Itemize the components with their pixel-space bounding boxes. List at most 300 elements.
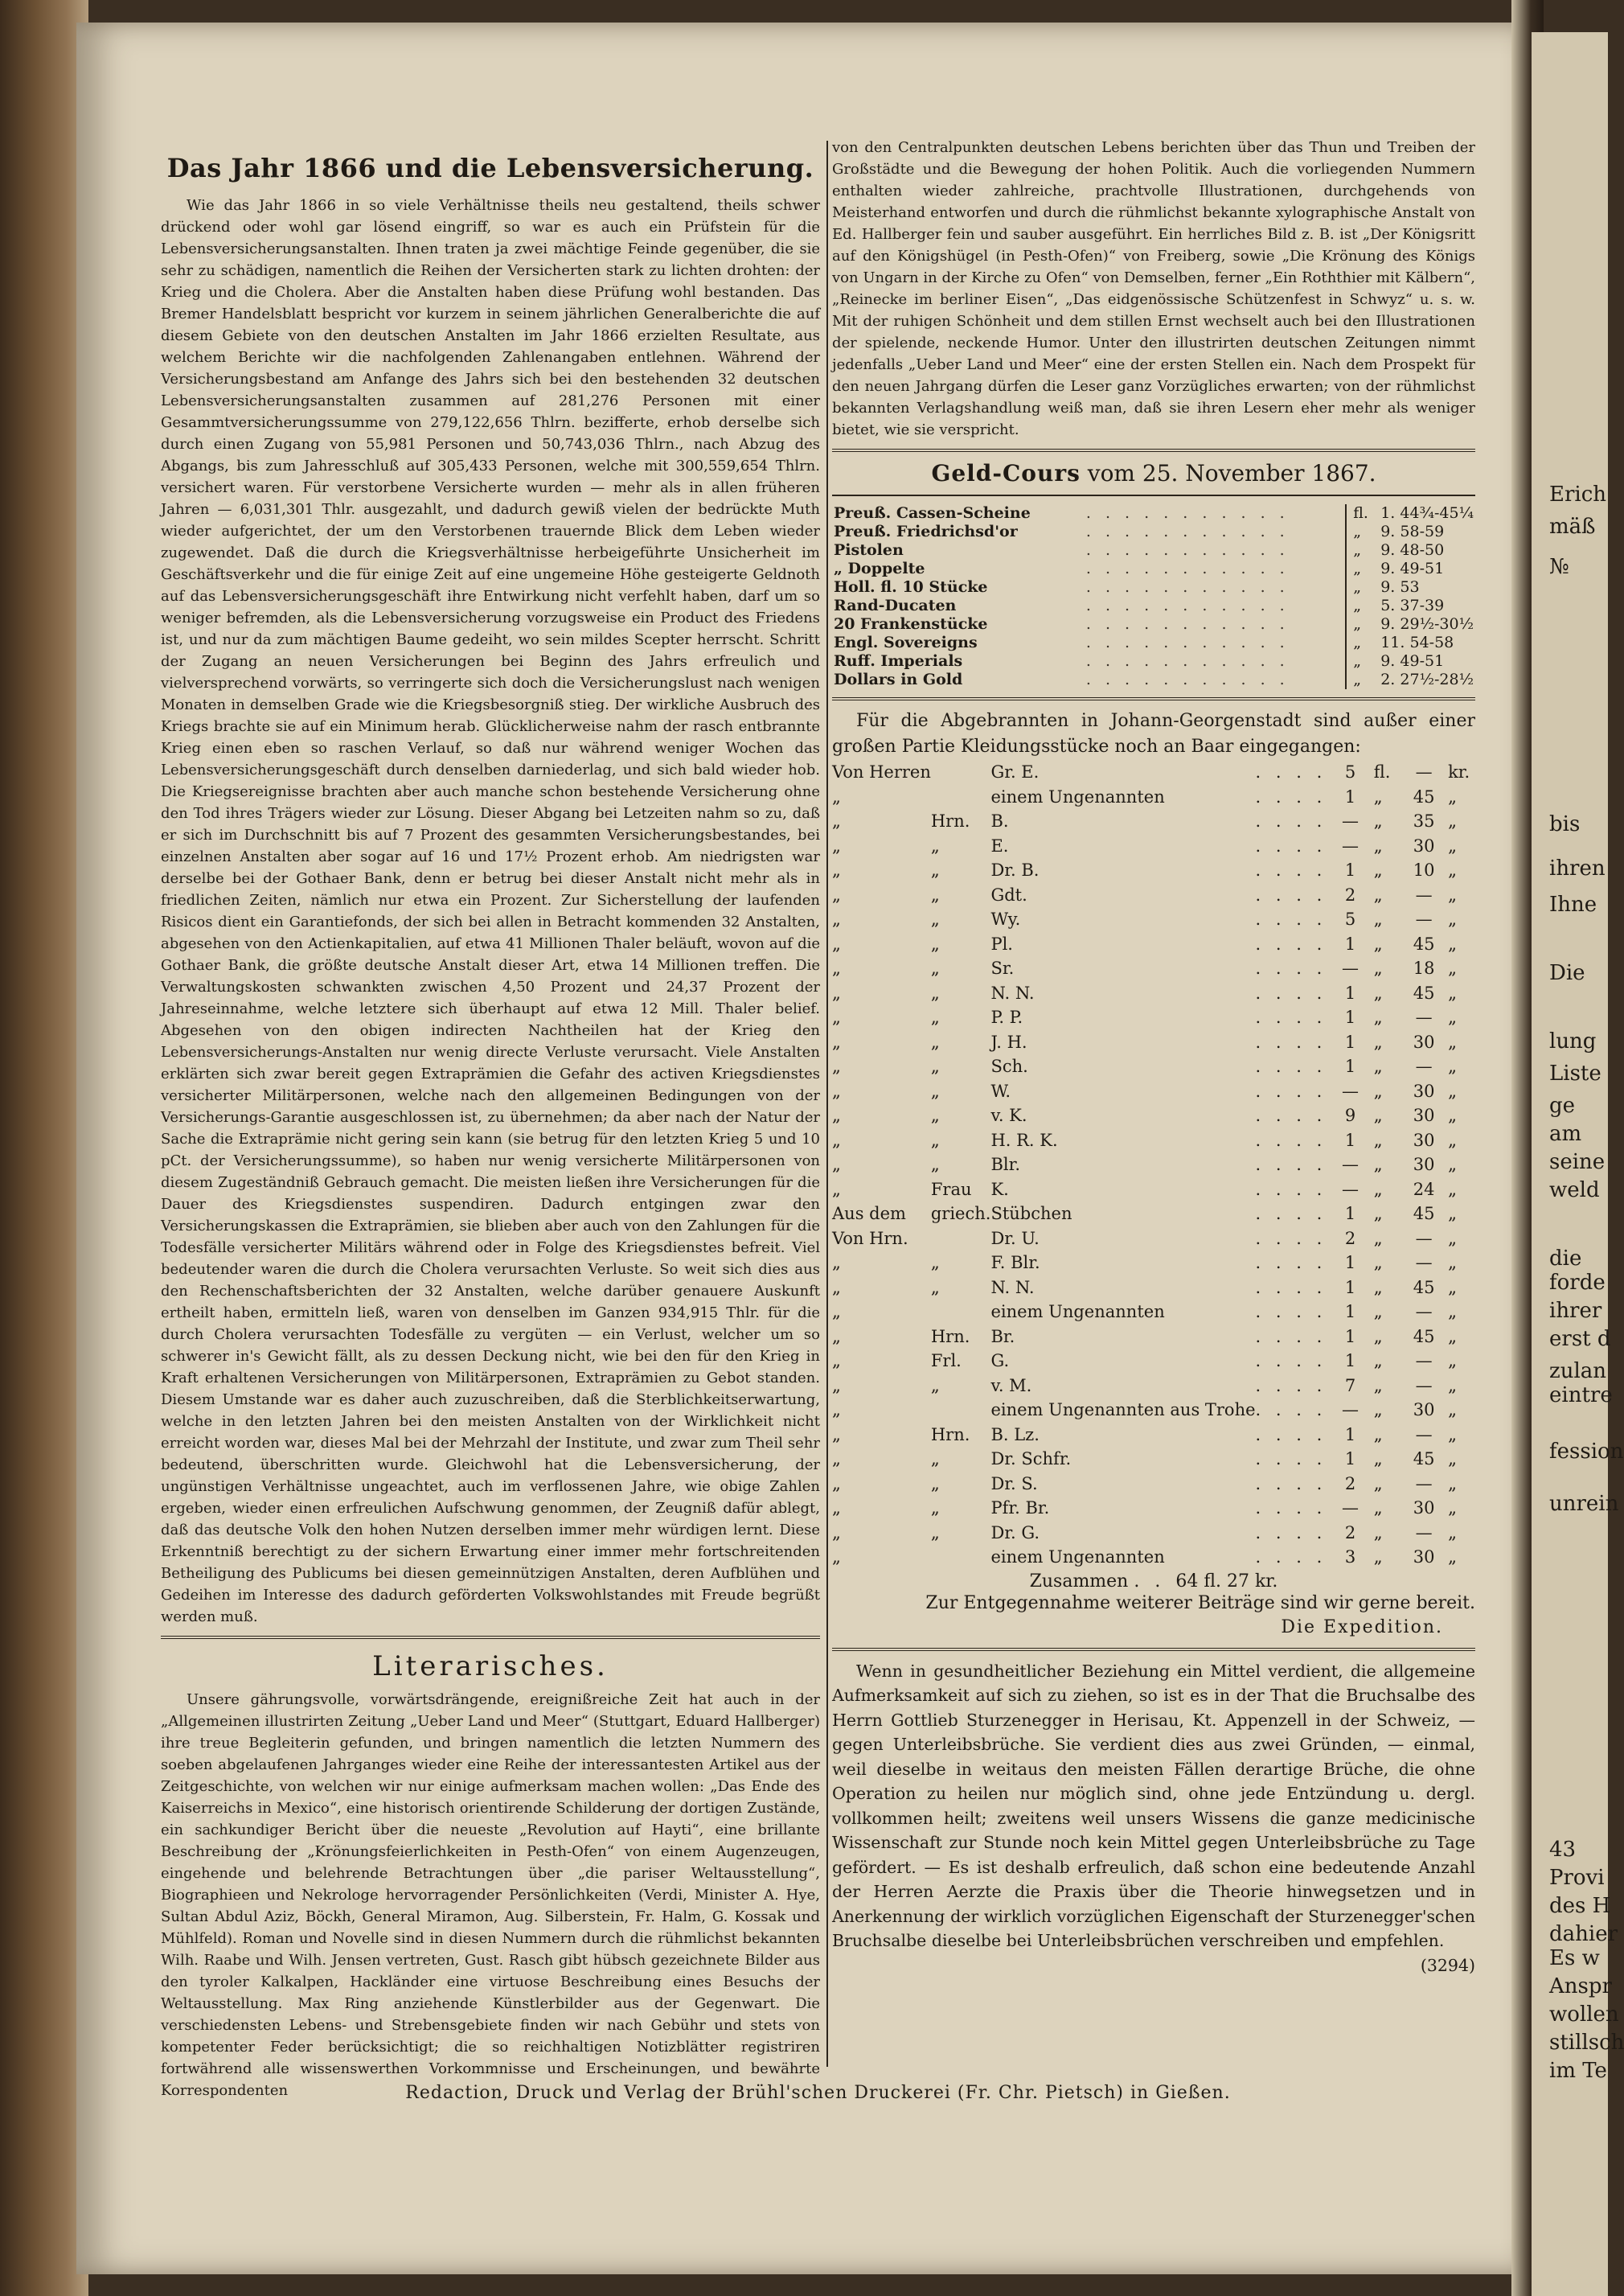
donor-title: Hrn. <box>930 811 970 831</box>
amount-kr: — <box>1415 1008 1433 1027</box>
donor-name: Dr. B. <box>990 860 1040 880</box>
currency-rate: 2. 27½-28½ <box>1380 671 1474 688</box>
donor-name: N. N. <box>990 983 1035 1003</box>
leader-dots: . . . . <box>1255 1522 1327 1542</box>
donor-title: „ <box>930 836 940 856</box>
donation-row <box>832 1496 1475 1521</box>
amount-fl: 1 <box>1344 1204 1356 1223</box>
amount-kr: 30 <box>1413 1498 1435 1518</box>
amount-unit-kr: „ <box>1448 1130 1457 1150</box>
amount-unit-fl: „ <box>1373 1081 1383 1101</box>
next-page-word: dahier <box>1549 1922 1618 1946</box>
donor-prefix: „ <box>832 1400 841 1419</box>
donation-row <box>832 1545 1475 1570</box>
next-page-word: ge <box>1549 1094 1576 1118</box>
donor-prefix: „ <box>832 1253 841 1272</box>
amount-fl: 1 <box>1344 1130 1356 1150</box>
geldcours-title <box>832 460 1475 487</box>
donor-prefix: „ <box>832 1130 841 1150</box>
amount-unit-fl: „ <box>1373 1155 1383 1174</box>
currency-name: Preuß. Friedrichsd'or <box>834 523 1018 540</box>
leader-dots: . . . . <box>1255 860 1327 880</box>
amount-kr: — <box>1415 762 1433 782</box>
leader-dots: . . . . <box>1255 1179 1327 1199</box>
donation-row <box>832 760 1475 785</box>
leader-dots: . . . . <box>1255 1326 1327 1346</box>
leader-dots: . . . . <box>1255 1449 1327 1468</box>
article-body: Wie das Jahr 1866 in so viele Verhältnisse theils neu gestaltend, theils schwer drückend oder wohl gar lösend eingriff, so war es auch ein Prüfstein für die Lebensversicherungsanstalten. Ihnen traten ja zwei mächtige Feinde gegenüber, die sie sehr zu schädigen, namentlich die Reihen der Versicherten stark zu lichten drohten: der Krieg und die Cholera. Aber die Anstalten haben diese Prüfung wohl bestanden. Das Bremer Handelsblatt bespricht vor kurzem in seinem jährlichen Generalberichte die auf diesem Gebiete von den deutschen Anstalten im Jahr 1866 erzielten Resultate, aus welchem Berichte wir die nachfolgenden Zahlenangaben entlehnen. Während der Versicherungsbestand am Anfange des Jahrs sich bei den bestehenden 32 deutschen Lebensversicherungsanstalten zusammen auf 281,276 Personen mit einer Gesammtversicherungssumme von 279,122,656 Thlrn. bezifferte, erhob derselbe sich durch einen Zugang von 55,981 Personen und 50,743,036 Thlrn., nach Abzug des Abgangs, bis zum Jahresschluß auf 305,433 Personen, welche mit 300,559,654 Thlrn. versichert waren. Für verstorbene Versicherte wurden — mehr als in allen früheren Jahren — 6,031,301 Thlr. ausgezahlt, und dadurch gewiß vielen der bedrückte Muth wieder aufgerichtet, der um den Verstorbenen trauernde Blick dem Leben wieder zugewendet. Daß die durch die Kriegsverhältnisse herbeigeführte Unsicherheit im Geschäftsverkehr und die für einige Zeit auf eine ungemeine Höhe gesteigerte Geldnoth auf das Lebensversicherungsgeschäft ihre Entwirkung nicht verfehlt haben, darf um so weniger befremden, als die Lebensversicherung vorzugsweise ein Product des Friedens ist, und nur da zum mächtigen Baume gedeiht, wo sein mildes Scepter herrscht. Schritt der Zugang an neuen Versicherungen bei Beginn des Jahrs erfreulich und vielversprechend vorwärts, so verringerte sich doch die Versicherungslust nach wenigen Monaten in demselben Grade wie die Kriegsbesorgniß stieg. Der wirkliche Ausbruch des Kriegs brachte sie auf ein Minimum herab. Glücklicherweise nahm der rasch entbrannte Krieg einen eben so raschen Verlauf, so daß nur während weniger Wochen das Lebensversicherungsgeschäft durch denselben darniederlag, und sich bald wieder hob. Die Kriegsereignisse brachten aber auch manche schon bestehende Versicherung ohne den Tod ihres Trägers wieder zur Lösung. Dieser Abgang bei Letzeiten nahm so zu, daß er sich im Durchschnitt bis auf 7 Prozent des gesammten Versicherungsbestandes, bei einzelnen Anstalten aber sogar auf 16 und 17½ Prozent erhob. Am niedrigsten war derselbe bei der Gothaer Bank, denn er betrug bei dieser Anstalt nicht mehr als in friedlichen Zeiten, nämlich nur etwa ein Prozent. Zur Sicherstellung der laufenden Risicos dient ein Garantiefonds, der sich bei allen in Betracht kommenden 32 Anstalten, abgesehen von den Actienkapitalien, auf etwa 41 Millionen Thaler beläuft, wovon auf die Gothaer Bank, die größte deutsche Anstalt dieser Art, etwa 14 Millionen treffen. Die Verwaltungskosten schwankten zwischen 4,50 Prozent und 24,37 Prozent der Jahreseinnahme, welche letztere sich überhaupt auf etwa 12 Mill. Thaler belief. Abgesehen von den obigen indirecten Nachtheilen hat der Krieg den Lebensversicherungs-Anstalten nur wenig directe Verluste verursacht. Viele Anstalten erklärten sich zwar bereit gegen Extraprämien die Gefahr des activen Kriegsdienstes versicherter Militärpersonen, welche nach den allgemeinen Bedingungen von der Versicherungs-Garantie ausgeschlossen ist, zu übernehmen; da aber nach der Natur der Sache die Extraprämie nicht gering sein kann (sie betrug für den letzten Krieg 5 und 10 pCt. der Versicherungssumme), so haben nur wenig versicherte Militärpersonen von diesem Zugeständniß Gebrauch gemacht. Die meisten ließen ihre Versicherungen für die Dauer des Kriegsdienstes suspendiren. Dadurch entgingen zwar den Versicherungskassen die Extraprämien, sie blieben aber auch von den Zahlungen für die Todesfälle versicherter Militärs während oder in Folge des Kriegsdienstes befreit. Viel bedeutender waren die durch die Cholera verursachten Verluste. So weit sich dies aus den Rechenschaftsberichten der 32 Anstalten, welche darüber genauere Auskunft ertheilt haben, ermitteln ließ, waren von denselben im Ganzen 934,915 Thlr. für die durch Cholera verursachten Todesfälle zu vergüten — ein Verlust, welcher um so schwerer in's Gewicht fällt, als zu dessen Deckung nicht, wie bei den für den Krieg in Kraft erhaltenen Versicherungen von Militärpersonen, Extraprämien zu Gebot standen. Diesem Umstande war es daher auch zuzuschreiben, daß die Sterblichkeitserwartung, welche in den letzten Jahren bei den meisten Anstalten von der Wirklichkeit nicht erreicht worden war, dieses Mal bei der Mehrzahl der Institute, und zwar zum Theil sehr bedeutend, überschritten wurde. Gleichwohl hat die Lebensversicherung, der ungünstigen Verhältnisse ungeachtet, auch im verflossenen Jahre, wie obige Zahlen ergeben, wieder einen erfreulichen Aufschwung genommen, der Zeugniß dafür ablegt, daß das deutsche Volk den hohen Nutzen derselben immer mehr würdigen lernt. Diese Erkenntniß berechtigt zu der sichern Erwartung einer immer mehr fortschreitenden Betheiligung des Publicums bei diesen gemeinnützigen Anstalten, deren Aufblühen und Gedeihen im Interesse des dadurch geförderten Volkswohlstandes mit Freude begrüßt werden muß. <box>161 197 820 1625</box>
donor-title: Frau <box>930 1179 972 1199</box>
currency-unit: „ <box>1346 523 1379 541</box>
amount-fl: — <box>1342 836 1359 856</box>
donor-name: Stübchen <box>990 1204 1072 1223</box>
next-page-word: lung <box>1549 1029 1597 1054</box>
geldcours-title-main: Geld-Cours <box>931 460 1081 487</box>
donation-row <box>832 1005 1475 1030</box>
amount-unit-kr: „ <box>1448 1253 1457 1272</box>
donation-row <box>832 1177 1475 1202</box>
leader-dots: . . . . <box>1255 1351 1327 1370</box>
amount-kr: 35 <box>1413 811 1435 831</box>
currency-name: Rand-Ducaten <box>834 597 957 614</box>
amount-fl: 2 <box>1344 885 1356 905</box>
donation-row <box>832 907 1475 932</box>
amount-fl: 1 <box>1344 787 1356 807</box>
geldcours-row <box>832 634 1475 652</box>
amount-kr: 10 <box>1413 860 1435 880</box>
next-page-word: Es w <box>1549 1946 1600 1970</box>
geldcours-row <box>832 597 1475 615</box>
donation-row <box>832 1128 1475 1153</box>
amount-unit-kr: „ <box>1448 1277 1457 1297</box>
leader-dots: . . . . <box>1255 885 1327 905</box>
amount-unit-kr: „ <box>1448 1473 1457 1493</box>
donation-row <box>832 1226 1475 1251</box>
currency-name: Preuß. Cassen-Scheine <box>834 504 1031 522</box>
donor-title: „ <box>930 1449 940 1468</box>
currency-name: Holl. fl. 10 Stücke <box>834 578 988 596</box>
left-column <box>161 137 820 2101</box>
currency-rate: 11. 54-58 <box>1380 634 1454 651</box>
geldcours-row <box>832 504 1475 523</box>
amount-unit-fl: „ <box>1373 1522 1383 1542</box>
amount-unit-kr: „ <box>1448 1326 1457 1346</box>
donor-name: Dr. Schfr. <box>990 1449 1072 1468</box>
leader-dots: . . . . . . . . . . . <box>1085 504 1290 522</box>
amount-unit-kr: kr. <box>1448 762 1470 782</box>
amount-fl: 1 <box>1344 1351 1356 1370</box>
donor-title: „ <box>930 1473 940 1493</box>
amount-fl: — <box>1342 1081 1359 1101</box>
donor-prefix: „ <box>832 1179 841 1199</box>
amount-kr: 18 <box>1413 959 1435 978</box>
geldcours-row <box>832 560 1475 578</box>
column-divider <box>826 141 828 2067</box>
leader-dots: . . . . . . . . . . . <box>1085 615 1290 633</box>
currency-unit: „ <box>1346 671 1379 689</box>
amount-unit-fl: „ <box>1373 1498 1383 1518</box>
right-column <box>832 137 1475 1978</box>
leader-dots: . . . . <box>1255 1473 1327 1493</box>
donor-title: „ <box>930 1008 940 1027</box>
amount-fl: 1 <box>1344 1057 1356 1076</box>
amount-unit-fl: „ <box>1373 1008 1383 1027</box>
donor-name: Blr. <box>990 1155 1021 1174</box>
amount-fl: 1 <box>1344 1326 1356 1346</box>
donor-prefix: „ <box>832 836 841 856</box>
donor-prefix: Von Herren <box>832 762 931 782</box>
amount-fl: 1 <box>1344 1302 1356 1321</box>
advert-body: Wenn in gesundheitlicher Beziehung ein Mittel verdient, die allgemeine Aufmerksamkeit auf sich zu ziehen, so ist es in der That die Bruchsalbe des Herrn Gottlieb Sturzenegger in Herisau, Kt. Appenzell in der Schweiz, — gegen Unterleibsbrüche. Sie verdient dies aus zwei Gründen, — einmal, weil dieselbe in weitaus den meisten Fällen derartige Brüche, die ohne Operation zu heilen nur möglich sind, ohne jede Entzündung u. dergl. vollkommen heilt; zweitens weil unsers Wissens die ganze medicinische Wissenschaft zur Stunde noch kein Mittel gegen Unterleibsbrüche zu Tage gefördert. — Es ist deshalb erfreulich, daß schon eine bedeutende Anzahl der Herren Aerzte die Praxis über die Theorie hinwegsetzen und in Anerkennung der wirklich vorzüglichen Eigenschaft der Sturzenegger'schen Bruchsalbe dieselbe bei Unterleibsbrüchen verschreiben und empfehlen. <box>832 1661 1475 1950</box>
donor-name: Gr. E. <box>990 762 1040 782</box>
leader-dots: . . . . . . . . . . . <box>1085 578 1290 596</box>
donation-row <box>832 956 1475 981</box>
donor-prefix: „ <box>832 1547 841 1567</box>
donor-title: griech. <box>930 1204 991 1223</box>
literarisches-body: Unsere gährungsvolle, vorwärtsdrängende, ereignißreiche Zeit hat auch in der „Allgemeinen illustrirten Zeitung „Ueber Land und Meer“ (Stuttgart, Eduard Hallberger) ihre treue Begleiterin gefunden, und bringen namentlich die letzten Nummern des soeben abgelaufenen Jahrganges wieder eine Reihe der interessantesten Artikel aus der Zeitgeschichte, von welchen wir nur einige aufmerksam machen wollen: „Das Ende des Kaiserreichs in Mexico“, eine historisch orientirende Schilderung der dortigen Zustände, ein sachkundiger Bericht über die neueste „Revolution auf Hayti“, eine brillante Beschreibung der „Krönungsfeierlichkeiten in Pesth-Ofen“ von einem Augenzeugen, eingehende und belehrende Betrachtungen über „die pariser Weltausstellung“, Biographieen und Nekrologe hervorragender Persönlichkeiten (Verdi, Minister A. Hye, Sultan Abdul Aziz, Böckh, General Miramon, Aug. Silberstein, Fr. Halm, G. Kossak und Mühlfeld). Roman und Novelle sind in diesen Nummern durch die rühmlichst bekannten Wilh. Raabe und Wilh. Jensen vertreten, Gust. Rasch gibt hübsch gezeichnete Bilder aus den tyroler Kalkalpen, Hackländer eine virtuose Beschreibung eines Besuchs der Weltausstellung. Max Ring anziehende Künstlerbilder aus der Gegenwart. Die verschiedensten Lebens- und Strebensgebiete finden wir nach Gebühr und stets von kompetenter Feder berücksichtigt; die so reichhaltigen Notizblätter registriren fortwährend alle wissenswerthen Vorkommnisse und Erscheinungen, und bewährte Korrespondenten <box>161 1691 820 2099</box>
leader-dots: . . . . . . . . . . . <box>1085 634 1290 651</box>
amount-unit-kr: „ <box>1448 1302 1457 1321</box>
donor-name: F. Blr. <box>990 1253 1040 1272</box>
next-page-fragment <box>1532 32 1624 2296</box>
leader-dots: . . . . <box>1255 1228 1327 1248</box>
geldcours-title-date: vom 25. November 1867. <box>1087 460 1376 487</box>
geldcours-row <box>832 578 1475 597</box>
next-page-word: ihren <box>1549 856 1606 881</box>
amount-unit-fl: „ <box>1373 910 1383 929</box>
table-rule <box>832 495 1475 496</box>
amount-unit-kr: „ <box>1448 1179 1457 1199</box>
donation-row <box>832 1103 1475 1128</box>
leader-dots: . . . . <box>1255 1106 1327 1125</box>
donor-prefix: „ <box>832 934 841 954</box>
donation-row <box>832 1398 1475 1423</box>
leader-dots: . . . . <box>1255 1498 1327 1518</box>
leader-dots: . . . . <box>1255 934 1327 954</box>
amount-fl: 1 <box>1344 1424 1356 1444</box>
literarisches-title: Literarisches. <box>372 1650 609 1682</box>
amount-unit-kr: „ <box>1448 1228 1457 1248</box>
leader-dots: . . . . . . . . . . . <box>1085 560 1290 577</box>
section-divider <box>832 697 1475 700</box>
donor-prefix: „ <box>832 885 841 905</box>
donor-name: einem Ungenannten <box>990 787 1165 807</box>
donor-title: „ <box>930 1498 940 1518</box>
currency-unit: „ <box>1346 560 1379 578</box>
amount-unit-kr: „ <box>1448 983 1457 1003</box>
signature: Die Expedition. <box>1281 1616 1443 1637</box>
amount-kr: 30 <box>1413 1547 1435 1567</box>
amount-unit-kr: „ <box>1448 1449 1457 1468</box>
amount-unit-kr: „ <box>1448 811 1457 831</box>
amount-unit-kr: „ <box>1448 1498 1457 1518</box>
amount-fl: 2 <box>1344 1228 1356 1248</box>
currency-rate: 9. 58-59 <box>1380 523 1445 540</box>
currency-rate: 9. 49-51 <box>1380 560 1445 577</box>
amount-unit-fl: „ <box>1373 860 1383 880</box>
amount-fl: 2 <box>1344 1473 1356 1493</box>
amount-kr: — <box>1415 1424 1433 1444</box>
donor-title: „ <box>930 1253 940 1272</box>
next-page-word: erst d <box>1549 1327 1611 1351</box>
currency-name: „ Doppelte <box>834 560 925 577</box>
donor-name: Sch. <box>990 1057 1028 1076</box>
donor-name: Gdt. <box>990 885 1027 905</box>
donor-prefix: „ <box>832 811 841 831</box>
donor-prefix: „ <box>832 787 841 807</box>
leader-dots: . . . . <box>1255 910 1327 929</box>
donor-prefix: „ <box>832 959 841 978</box>
donor-prefix: „ <box>832 1498 841 1518</box>
amount-unit-kr: „ <box>1448 1351 1457 1370</box>
amount-fl: — <box>1342 1155 1359 1174</box>
next-page-word: Liste <box>1549 1062 1601 1086</box>
donor-title: „ <box>930 959 940 978</box>
amount-kr: — <box>1415 1522 1433 1542</box>
amount-kr: 45 <box>1413 1449 1435 1468</box>
amount-unit-fl: „ <box>1373 1326 1383 1346</box>
donor-title: „ <box>930 860 940 880</box>
amount-kr: — <box>1415 1351 1433 1370</box>
donor-name: einem Ungenannten <box>990 1547 1165 1567</box>
next-page-word: des H <box>1549 1894 1611 1918</box>
amount-unit-fl: „ <box>1373 1302 1383 1321</box>
amount-kr: — <box>1415 1253 1433 1272</box>
donation-row <box>832 1472 1475 1497</box>
geldcours-table <box>832 504 1475 689</box>
section-divider <box>832 449 1475 452</box>
next-page-word: ihrer <box>1549 1299 1602 1323</box>
leader-dots: . . . . <box>1255 1400 1327 1419</box>
amount-unit-kr: „ <box>1448 1400 1457 1419</box>
amount-unit-kr: „ <box>1448 1375 1457 1395</box>
donor-title: „ <box>930 1057 940 1076</box>
donor-title: „ <box>930 1106 940 1125</box>
donation-row <box>832 1423 1475 1448</box>
leader-dots: . . . . <box>1255 959 1327 978</box>
next-page-word: Ihne <box>1549 893 1597 917</box>
donor-title: Hrn. <box>930 1424 970 1444</box>
next-page-word: wollen <box>1549 2002 1619 2027</box>
amount-kr: 24 <box>1413 1179 1435 1199</box>
amount-unit-fl: „ <box>1373 1424 1383 1444</box>
donor-title: Frl. <box>930 1351 962 1370</box>
amount-kr: — <box>1415 885 1433 905</box>
amount-unit-fl: „ <box>1373 1351 1383 1370</box>
donor-prefix: „ <box>832 1155 841 1174</box>
leader-dots: . . . . <box>1255 787 1327 807</box>
donor-title <box>931 785 991 810</box>
amount-unit-kr: „ <box>1448 959 1457 978</box>
donor-name: Br. <box>990 1326 1015 1346</box>
donation-row <box>832 1030 1475 1055</box>
donor-name: Dr. G. <box>990 1522 1040 1542</box>
leader-dots: . . . . . . . . . . . <box>1085 597 1290 614</box>
donation-row <box>832 932 1475 957</box>
donation-row <box>832 1251 1475 1275</box>
currency-rate: 5. 37-39 <box>1380 597 1445 614</box>
currency-unit: „ <box>1346 597 1379 615</box>
leader-dots: . . . . <box>1255 1032 1327 1052</box>
amount-unit-fl: „ <box>1373 1032 1383 1052</box>
literarisches-continuation: von den Centralpunkten deutschen Lebens berichten über das Thun und Treiben der Großstädte und die Bewegung der hohen Politik. Auch die vorliegenden Nummern enthalten wieder zahlreiche, prachtvolle Illustrationen, durchgehends von Meisterhand entworfen und durch die rühmlichst bekannte xylographische Anstalt von Ed. Hallberger fein und sauber ausgeführt. Ein herrliches Bild z. B. ist „Der Königsritt auf den Königshügel (in Pesth-Ofen)“ von Freiberg, sowie „Die Krönung des Königs von Ungarn in der Kirche zu Ofen“ von Demselben, ferner „Ein Roththier mit Kälbern“, „Reinecke im berliner Eisen“, „Das eidgenössische Schützenfest in Schwyz“ u. s. w. Mit der ruhigen Schönheit und dem stillen Ernst wechselt auch bei den Illustrationen der spielende, neckende Humor. Unter den illustrirten deutschen Zeitungen nimmt jedenfalls „Ueber Land und Meer“ eine der ersten Stellen ein. Nach dem Prospekt für den neuen Jahrgang dürfen die Leser ganz Vorzügliches erwarten; von der rühmlichst bekannten Verlagshandlung weiß man, daß sie ihren Lesern eher mehr als weniger bietet, wie sie verspricht. <box>832 139 1475 438</box>
amount-fl: — <box>1342 1400 1359 1419</box>
amount-unit-kr: „ <box>1448 1547 1457 1567</box>
donation-row <box>832 1079 1475 1104</box>
amount-unit-fl: „ <box>1373 787 1383 807</box>
donation-row <box>832 809 1475 834</box>
donations-closing <box>832 1592 1475 1640</box>
donor-prefix: „ <box>832 1375 841 1395</box>
amount-unit-fl: „ <box>1373 1253 1383 1272</box>
amount-unit-fl: „ <box>1373 1449 1383 1468</box>
amount-kr: — <box>1415 910 1433 929</box>
amount-fl: 5 <box>1344 910 1356 929</box>
currency-unit: „ <box>1346 652 1379 671</box>
amount-kr: 45 <box>1413 1277 1435 1297</box>
leader-dots: . . . . . . . . . . . <box>1085 671 1290 688</box>
amount-unit-kr: „ <box>1448 885 1457 905</box>
amount-kr: 30 <box>1413 1081 1435 1101</box>
amount-unit-fl: „ <box>1373 1228 1383 1248</box>
amount-fl: — <box>1342 959 1359 978</box>
currency-name: Engl. Sovereigns <box>834 634 978 651</box>
leader-dots: . . . . <box>1255 811 1327 831</box>
amount-unit-fl: „ <box>1373 885 1383 905</box>
article-title: Das Jahr 1866 und die Lebensversicherung. <box>166 153 814 183</box>
amount-kr: 30 <box>1413 1106 1435 1125</box>
donor-name: Dr. S. <box>990 1473 1038 1493</box>
donor-title <box>931 1300 991 1325</box>
amount-unit-fl: „ <box>1373 1473 1383 1493</box>
leader-dots: . . . . <box>1255 1302 1327 1321</box>
donor-prefix: „ <box>832 1449 841 1468</box>
amount-kr: — <box>1415 1375 1433 1395</box>
next-page-word: im Te <box>1549 2059 1607 2083</box>
donor-name: v. M. <box>990 1375 1032 1395</box>
donor-title: Hrn. <box>930 1326 970 1346</box>
advert-number: (3294) <box>1420 1955 1475 1975</box>
donation-row <box>832 834 1475 859</box>
leader-dots: . . . . <box>1255 762 1327 782</box>
amount-fl: 1 <box>1344 1032 1356 1052</box>
amount-unit-kr: „ <box>1448 1081 1457 1101</box>
amount-fl: 1 <box>1344 983 1356 1003</box>
donor-prefix: „ <box>832 1106 841 1125</box>
amount-unit-fl: „ <box>1373 934 1383 954</box>
currency-name: Ruff. Imperials <box>834 652 963 670</box>
next-page-word: mäß <box>1549 515 1596 539</box>
amount-unit-fl: fl. <box>1373 762 1391 782</box>
leader-dots: . . . . . . . . . . . <box>1085 523 1290 540</box>
amount-unit-fl: „ <box>1373 811 1383 831</box>
donation-row <box>832 1374 1475 1399</box>
donor-name: W. <box>990 1081 1011 1101</box>
currency-rate: 9. 53 <box>1380 578 1420 596</box>
sum-label: Zusammen <box>1029 1571 1129 1592</box>
amount-unit-fl: „ <box>1373 1547 1383 1567</box>
amount-unit-kr: „ <box>1448 1424 1457 1444</box>
currency-unit: „ <box>1346 541 1379 560</box>
donor-name: Wy. <box>990 910 1021 929</box>
donations-table <box>832 760 1475 1570</box>
amount-fl: 7 <box>1344 1375 1356 1395</box>
amount-fl: 5 <box>1344 762 1356 782</box>
donor-name: J. H. <box>990 1032 1027 1052</box>
amount-fl: 1 <box>1344 934 1356 954</box>
amount-fl: 1 <box>1344 1449 1356 1468</box>
donation-row <box>832 858 1475 883</box>
leader-dots: . . . . <box>1255 836 1327 856</box>
amount-unit-kr: „ <box>1448 1155 1457 1174</box>
geldcours-row <box>832 615 1475 634</box>
next-page-word: zulan <box>1549 1359 1607 1383</box>
geldcours-row <box>832 671 1475 689</box>
donor-name: Dr. U. <box>990 1228 1040 1248</box>
amount-unit-fl: „ <box>1373 1375 1383 1395</box>
donor-name: H. R. K. <box>990 1130 1058 1150</box>
book-edge <box>0 0 88 2296</box>
currency-unit: „ <box>1346 634 1379 652</box>
leader-dots: . . . . . . . . . . . <box>1085 652 1290 670</box>
donor-prefix: „ <box>832 1277 841 1297</box>
donor-title: „ <box>930 885 940 905</box>
amount-unit-kr: „ <box>1448 1522 1457 1542</box>
donor-name: P. P. <box>990 1008 1023 1027</box>
currency-name: Pistolen <box>834 541 904 559</box>
amount-unit-fl: „ <box>1373 1057 1383 1076</box>
donations-intro: Für die Abgebrannten in Johann-Georgenstadt sind außer einer großen Partie Kleidungsstücke noch an Baar eingegangen: <box>832 711 1475 757</box>
amount-fl: 1 <box>1344 1008 1356 1027</box>
donor-title <box>931 1398 991 1423</box>
donation-row <box>832 883 1475 908</box>
amount-unit-fl: „ <box>1373 1204 1383 1223</box>
amount-kr: — <box>1415 1473 1433 1493</box>
amount-fl: 9 <box>1344 1106 1356 1125</box>
donor-title: „ <box>930 1155 940 1174</box>
advert <box>832 1659 1475 1975</box>
amount-unit-kr: „ <box>1448 1204 1457 1223</box>
donor-prefix: „ <box>832 1326 841 1346</box>
donor-title <box>931 760 991 785</box>
donor-prefix: „ <box>832 1057 841 1076</box>
donor-title: „ <box>930 910 940 929</box>
next-page-word: № <box>1549 555 1569 579</box>
currency-unit: fl. <box>1346 504 1379 523</box>
donor-title: „ <box>930 1375 940 1395</box>
donor-name: einem Ungenannten <box>990 1302 1165 1321</box>
next-page-word: Erich <box>1549 483 1607 507</box>
closing-text: Zur Entgegennahme weiterer Beiträge sind wir gerne bereit. <box>925 1592 1475 1613</box>
donor-prefix: „ <box>832 1522 841 1542</box>
amount-unit-fl: „ <box>1373 1400 1383 1419</box>
donor-title <box>931 1226 991 1251</box>
currency-name: 20 Frankenstücke <box>834 615 988 633</box>
amount-kr: 30 <box>1413 1400 1435 1419</box>
next-page-word: stillsch <box>1549 2031 1624 2055</box>
donor-name: v. K. <box>990 1106 1027 1125</box>
leader-dots: . . . . <box>1255 1081 1327 1101</box>
donor-prefix: Aus dem <box>832 1204 906 1223</box>
section-divider <box>161 1636 820 1639</box>
next-page-word: seine <box>1549 1150 1606 1174</box>
leader-dots: . . . . <box>1255 1008 1327 1027</box>
currency-name: Dollars in Gold <box>834 671 963 688</box>
amount-fl: — <box>1342 1498 1359 1518</box>
amount-unit-kr: „ <box>1448 1106 1457 1125</box>
donation-row <box>832 1300 1475 1325</box>
amount-kr: 45 <box>1413 934 1435 954</box>
